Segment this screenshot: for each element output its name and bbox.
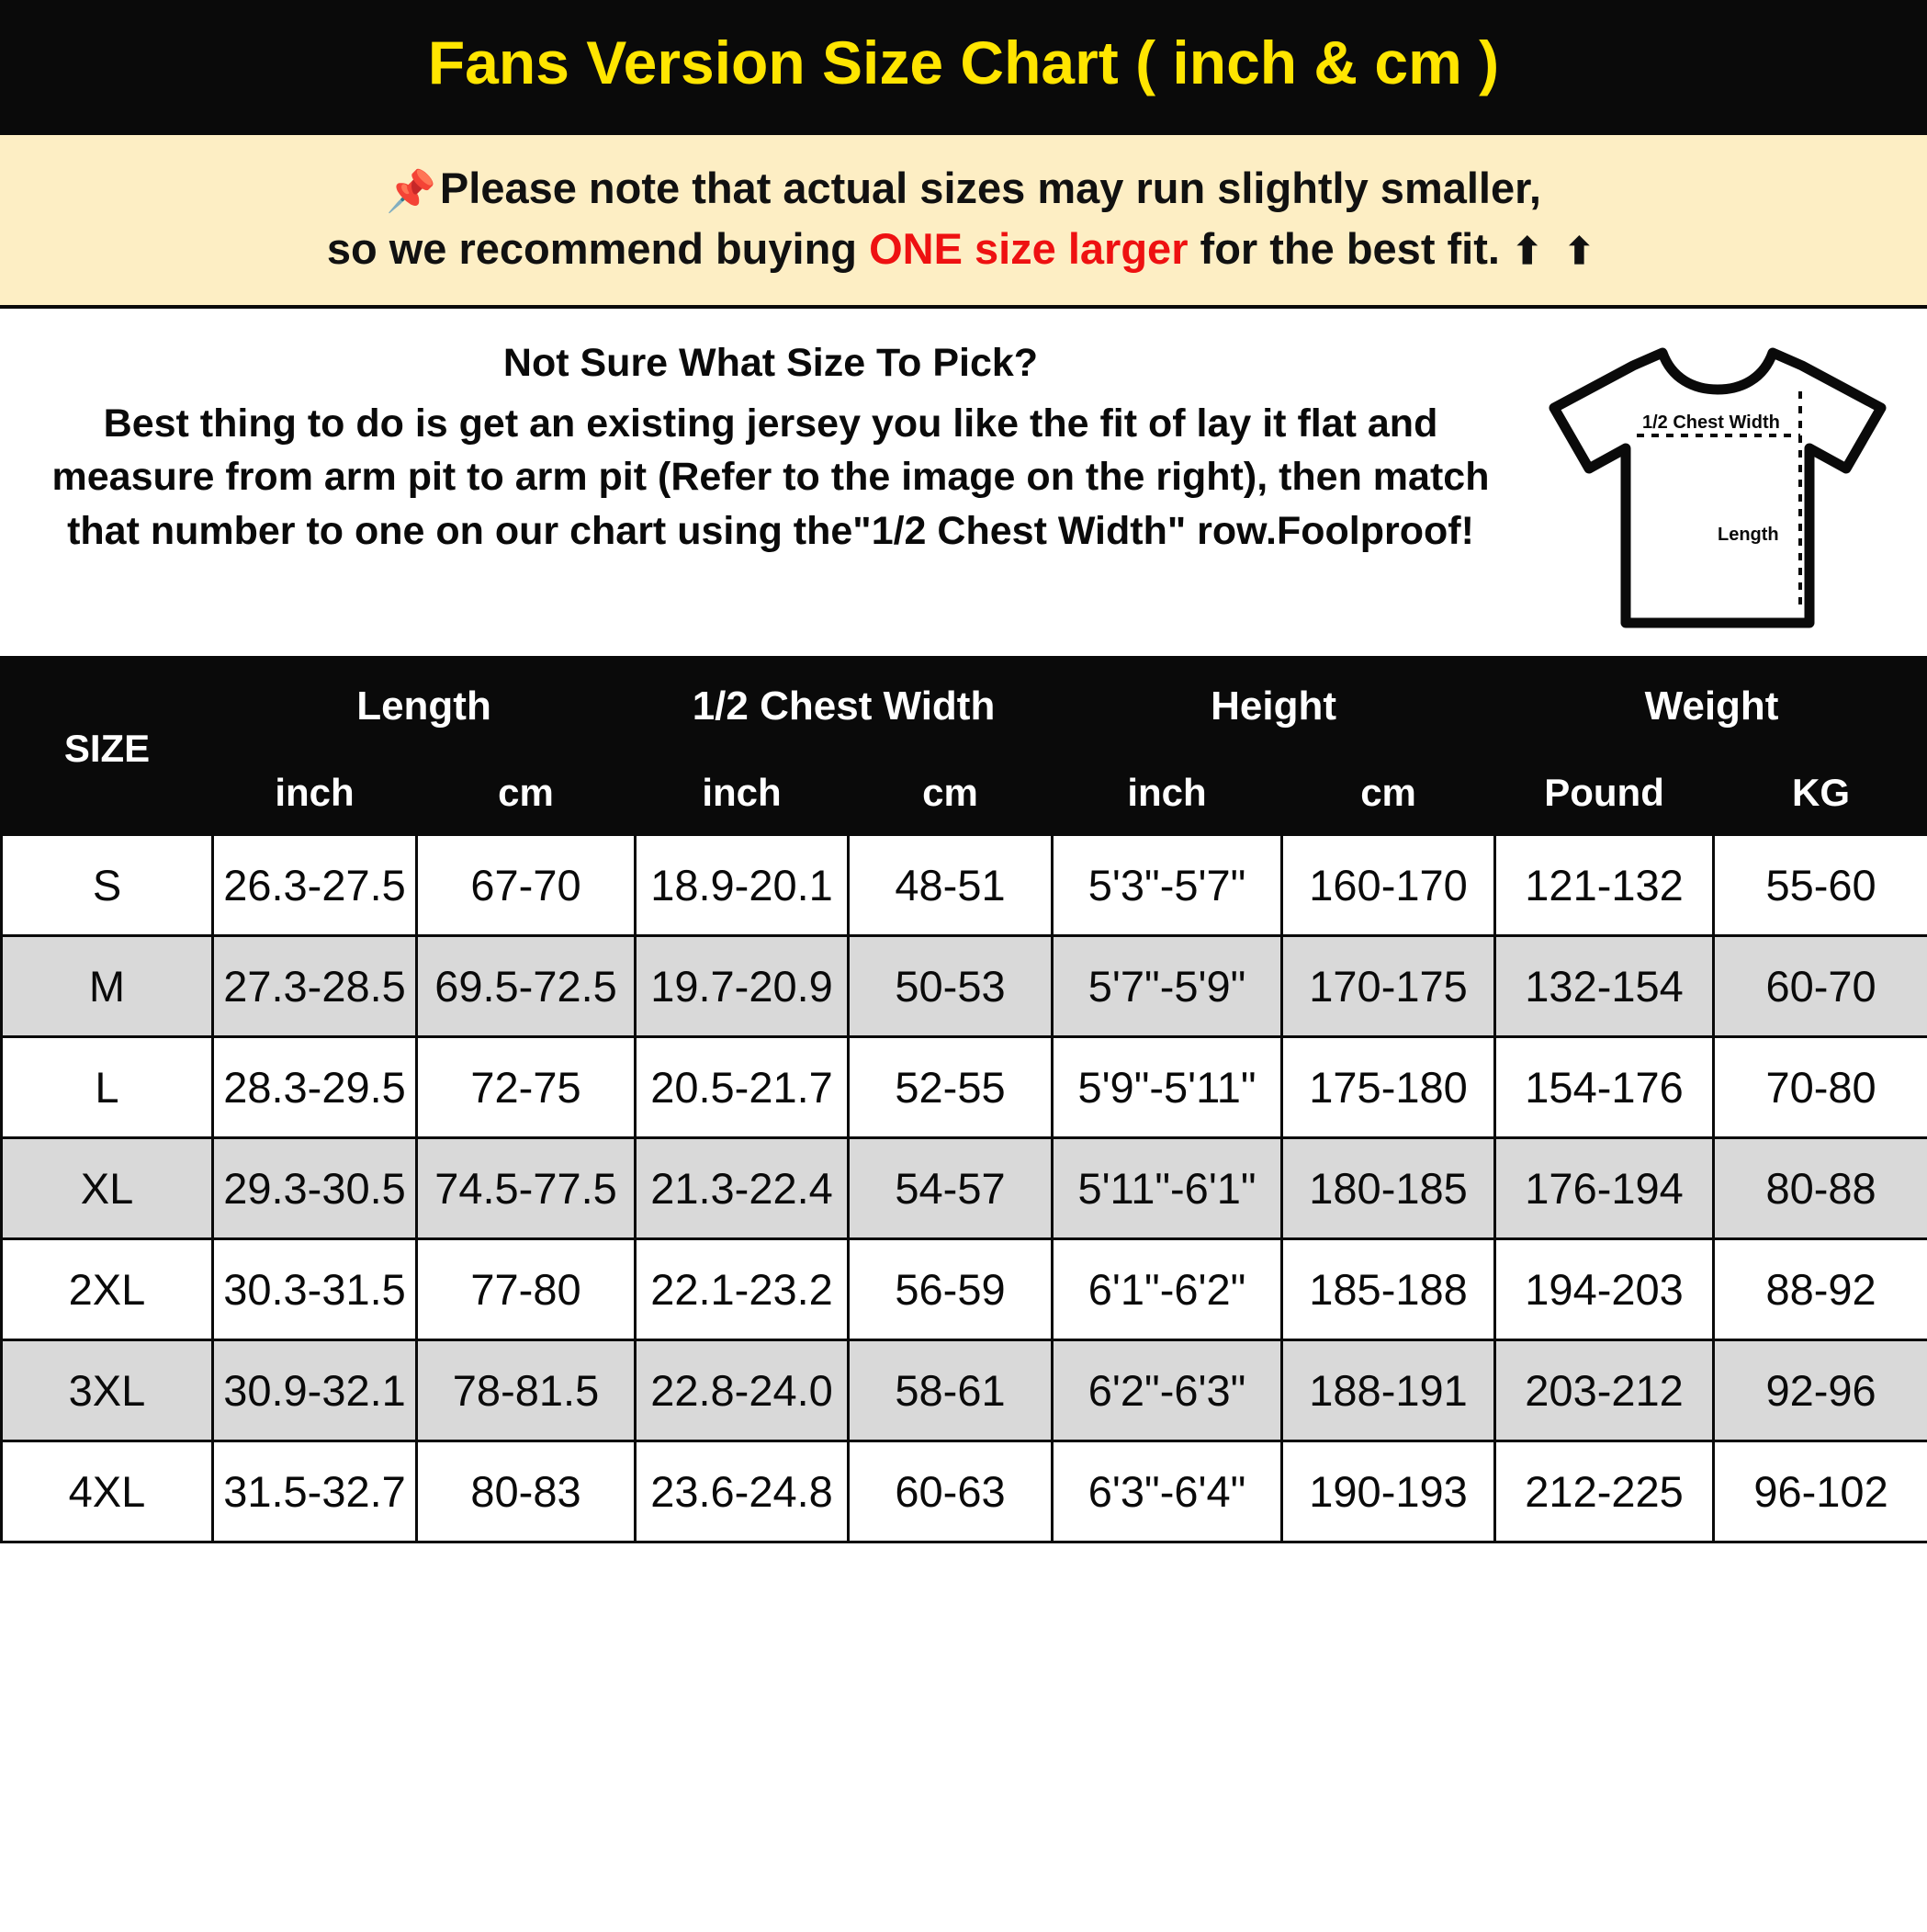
cell-chest-inch: 19.7-20.9 [636, 936, 849, 1037]
cell-chest-inch: 23.6-24.8 [636, 1441, 849, 1542]
table-head [2, 662, 1927, 835]
cell-chest-cm: 60-63 [849, 1441, 1053, 1542]
table-row [2, 1340, 1927, 1441]
cell-weight-pound: 132-154 [1495, 936, 1714, 1037]
cell-weight-kg: 55-60 [1714, 835, 1927, 936]
cell-chest-cm: 48-51 [849, 835, 1053, 936]
cell-height-inch: 5'7"-5'9" [1053, 936, 1282, 1037]
cell-size: M [2, 936, 213, 1037]
header-chest-cm: cm [849, 751, 1053, 835]
cell-height-inch: 5'11"-6'1" [1053, 1138, 1282, 1239]
cell-height-cm: 190-193 [1282, 1441, 1495, 1542]
cell-size: XL [2, 1138, 213, 1239]
cell-size: S [2, 835, 213, 936]
cell-length-cm: 69.5-72.5 [417, 936, 636, 1037]
cell-weight-pound: 121-132 [1495, 835, 1714, 936]
header-weight-pound: Pound [1495, 751, 1714, 835]
note-text-2-post: for the best fit. [1188, 223, 1512, 273]
cell-length-inch: 31.5-32.7 [213, 1441, 417, 1542]
header-length-cm: cm [417, 751, 636, 835]
header-chest-inch: inch [636, 751, 849, 835]
cell-weight-kg: 92-96 [1714, 1340, 1927, 1441]
cell-size: L [2, 1037, 213, 1138]
table-row [2, 1138, 1927, 1239]
cell-chest-inch: 18.9-20.1 [636, 835, 849, 936]
header-group-chest: 1/2 Chest Width [636, 662, 1053, 751]
header-group-weight: Weight [1495, 662, 1927, 751]
cell-height-inch: 6'1"-6'2" [1053, 1239, 1282, 1340]
cell-length-cm: 78-81.5 [417, 1340, 636, 1441]
cell-height-inch: 6'2"-6'3" [1053, 1340, 1282, 1441]
advice-heading: Not Sure What Size To Pick? [502, 341, 1039, 386]
note-line-1 [18, 159, 1909, 219]
cell-weight-kg: 88-92 [1714, 1239, 1927, 1340]
cell-chest-cm: 52-55 [849, 1037, 1053, 1138]
up-arrows-icon: ⬆ ⬆ [1512, 231, 1601, 272]
header-height-inch: inch [1053, 751, 1282, 835]
cell-chest-inch: 21.3-22.4 [636, 1138, 849, 1239]
table-row [2, 1037, 1927, 1138]
cell-length-inch: 29.3-30.5 [213, 1138, 417, 1239]
cell-size: 2XL [2, 1239, 213, 1340]
cell-chest-cm: 58-61 [849, 1340, 1053, 1441]
cell-length-cm: 74.5-77.5 [417, 1138, 636, 1239]
cell-length-inch: 30.9-32.1 [213, 1340, 417, 1441]
note-text-1: Please note that actual sizes may run slightly smaller, [439, 164, 1541, 213]
cell-height-inch: 5'9"-5'11" [1053, 1037, 1282, 1138]
cell-weight-kg: 70-80 [1714, 1037, 1927, 1138]
cell-weight-pound: 194-203 [1495, 1239, 1714, 1340]
advice-body: Best thing to do is get an existing jersey you like the fit of lay it flat and measure from arm pit to arm pit (Refer to the image on the right), then match that number to one on our chart using the"1/2 Chest Width" row.Foolproof! [51, 401, 1490, 553]
tshirt-diagram [1525, 331, 1910, 639]
cell-weight-pound: 212-225 [1495, 1441, 1714, 1542]
cell-size: 3XL [2, 1340, 213, 1441]
cell-chest-inch: 22.8-24.0 [636, 1340, 849, 1441]
header-weight-kg: KG [1714, 751, 1927, 835]
cell-length-inch: 28.3-29.5 [213, 1037, 417, 1138]
cell-length-inch: 27.3-28.5 [213, 936, 417, 1037]
title-bar [0, 0, 1927, 131]
table-row [2, 1441, 1927, 1542]
length-label: Length [1718, 525, 1779, 546]
cell-length-inch: 30.3-31.5 [213, 1239, 417, 1340]
cell-weight-kg: 80-88 [1714, 1138, 1927, 1239]
page-title: Fans Version Size Chart ( inch & cm ) [427, 28, 1500, 96]
pushpin-icon: 📌 [386, 169, 436, 215]
header-group-length: Length [213, 662, 636, 751]
table-row [2, 936, 1927, 1037]
cell-chest-cm: 56-59 [849, 1239, 1053, 1340]
cell-chest-inch: 22.1-23.2 [636, 1239, 849, 1340]
cell-size: 4XL [2, 1441, 213, 1542]
note-emphasis: ONE size larger [869, 223, 1189, 273]
chest-width-label: 1/2 Chest Width [1642, 412, 1780, 434]
cell-chest-inch: 20.5-21.7 [636, 1037, 849, 1138]
cell-weight-kg: 96-102 [1714, 1441, 1927, 1542]
cell-weight-kg: 60-70 [1714, 936, 1927, 1037]
header-row-units [2, 751, 1927, 835]
header-height-cm: cm [1282, 751, 1495, 835]
cell-height-cm: 180-185 [1282, 1138, 1495, 1239]
advice-section [0, 309, 1927, 661]
cell-height-inch: 6'3"-6'4" [1053, 1441, 1282, 1542]
note-text-2-pre: so we recommend buying [326, 223, 870, 273]
table-row [2, 1239, 1927, 1340]
header-row-groups [2, 662, 1927, 751]
advice-text-block [17, 331, 1525, 558]
cell-height-cm: 170-175 [1282, 936, 1495, 1037]
note-band [0, 131, 1927, 309]
tshirt-icon [1534, 336, 1901, 639]
table-body [2, 835, 1927, 1542]
cell-height-inch: 5'3"-5'7" [1053, 835, 1282, 936]
cell-height-cm: 185-188 [1282, 1239, 1495, 1340]
cell-weight-pound: 203-212 [1495, 1340, 1714, 1441]
cell-length-cm: 77-80 [417, 1239, 636, 1340]
cell-chest-cm: 54-57 [849, 1138, 1053, 1239]
header-group-height: Height [1053, 662, 1495, 751]
cell-length-cm: 80-83 [417, 1441, 636, 1542]
cell-chest-cm: 50-53 [849, 936, 1053, 1037]
cell-length-cm: 72-75 [417, 1037, 636, 1138]
note-line-2 [18, 220, 1909, 277]
cell-height-cm: 188-191 [1282, 1340, 1495, 1441]
cell-weight-pound: 176-194 [1495, 1138, 1714, 1239]
cell-length-inch: 26.3-27.5 [213, 835, 417, 936]
cell-height-cm: 160-170 [1282, 835, 1495, 936]
size-table [0, 661, 1927, 1543]
cell-length-cm: 67-70 [417, 835, 636, 936]
cell-height-cm: 175-180 [1282, 1037, 1495, 1138]
cell-weight-pound: 154-176 [1495, 1037, 1714, 1138]
header-length-inch: inch [213, 751, 417, 835]
tshirt-illustration [1534, 336, 1901, 639]
table-row [2, 835, 1927, 936]
header-size: SIZE [2, 662, 213, 835]
